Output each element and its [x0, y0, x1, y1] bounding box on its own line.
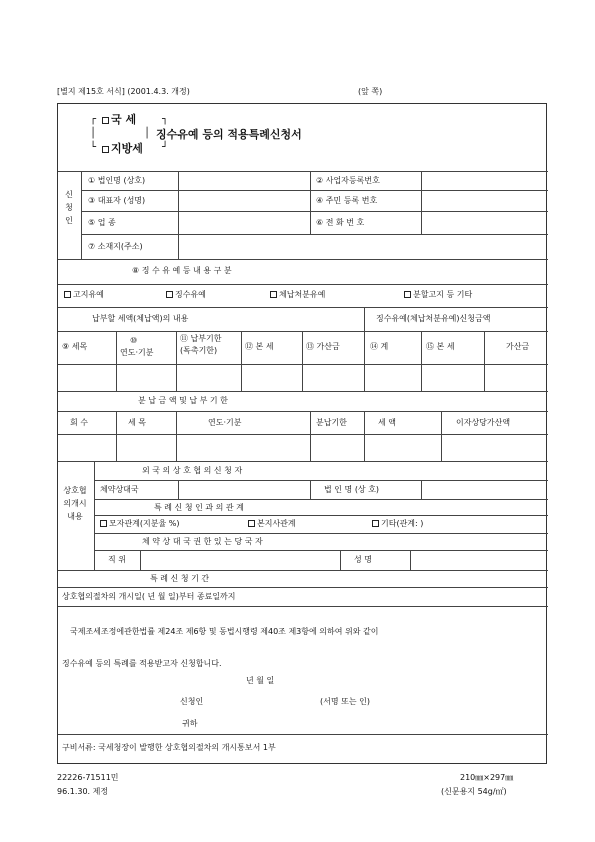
col-year: 연도·기분	[120, 348, 154, 357]
disposition-deferral-checkbox[interactable]	[270, 291, 277, 298]
inst-col-amount: 세 액	[378, 418, 396, 427]
form-title: 징수유예 등의 적용특례신청서	[156, 128, 302, 141]
inst-col-tax: 세 목	[128, 418, 146, 427]
title-bracket-top: ┌	[90, 114, 97, 125]
period-text: 상호협의절차의 개시일( 년 월 일)부터 종료일까지	[62, 592, 236, 601]
col-due-date: ⑪ 납부기한	[180, 334, 222, 343]
title-bracket-mid-right: │	[144, 128, 151, 139]
classification-title: ⑧ 징 수 유 예 등 내 용 구 분	[132, 266, 232, 275]
col-due-date-sub: (독촉기한)	[180, 346, 218, 355]
col-base-tax-request: ⑮ 본 세	[426, 342, 455, 351]
mutual-side-label: 상호협의개시내용	[63, 486, 87, 521]
tax-national-option[interactable]: 국 세	[102, 115, 136, 125]
resident-no-label: ④ 주민 등록 번호	[316, 196, 378, 205]
corp-name-label: ① 법인명 (상호)	[88, 176, 146, 185]
tax-local-option[interactable]: 지방세	[102, 144, 143, 154]
authority-title: 체 약 상 대 국 권 한 있 는 당 국 자	[142, 537, 263, 546]
biz-no-label: ② 사업자등록번호	[316, 176, 380, 185]
footer-date: 96.1.30. 제정	[57, 787, 109, 796]
relation-parent-checkbox[interactable]	[100, 520, 107, 527]
col-total: ⑭ 계	[370, 342, 389, 351]
option-disposition-deferral[interactable]: 체납처분유예	[270, 290, 325, 300]
application-form	[57, 103, 547, 764]
period-title: 특 례 신 청 기 간	[150, 574, 210, 583]
footer-paper: (신문용지 54g/㎡)	[441, 787, 507, 796]
rep-name-label: ③ 대표자 (성명)	[88, 196, 146, 205]
collection-deferral-checkbox[interactable]	[166, 291, 173, 298]
inst-col-count: 회 수	[70, 418, 88, 427]
col-year-number: ⑩	[130, 336, 138, 345]
treaty-country-label: 체약상대국	[100, 485, 139, 494]
col-additional-request: 가산금	[506, 342, 530, 351]
tax-national-checkbox[interactable]	[102, 117, 109, 124]
inst-col-year: 연도·기분	[208, 418, 242, 427]
name-label: 성 명	[354, 555, 372, 564]
installment-other-checkbox[interactable]	[404, 291, 411, 298]
declaration-date: 년 월 일	[246, 676, 275, 685]
foreign-corp-name-label: 법 인 명 (상 호)	[324, 485, 380, 494]
tax-local-checkbox[interactable]	[102, 146, 109, 153]
footer-code: 22226-71511민	[57, 773, 119, 782]
declaration-line1: 국제조세조정에관한법률 제24조 제6항 및 동법시행령 제40조 제3항에 의하여 위와 같이	[70, 627, 379, 636]
attachment-note: 구비서류: 국세청장이 발행한 상호협의절차의 개시통보서 1부	[62, 743, 276, 752]
applicant-side-label: 신청인	[65, 190, 73, 225]
installment-title: 분 납 금 액 및 납 부 기 한	[138, 396, 228, 405]
relation-parent-option[interactable]: 모자관계(지분율 %)	[100, 519, 179, 529]
position-label: 직 위	[108, 555, 126, 564]
page-side: (앞 쪽)	[358, 87, 383, 96]
title-bracket-mid-left: │	[90, 128, 97, 139]
title-bracket-bottom-right: ┘	[162, 142, 169, 153]
footer-size: 210㎜×297㎜	[460, 773, 514, 782]
signature-hint: (서명 또는 인)	[320, 697, 370, 706]
business-label: ⑤ 업 종	[88, 218, 116, 227]
title-bracket-bottom: └	[90, 142, 97, 153]
foreign-applicant-title: 외 국 의 상 호 협 의 신 청 자	[142, 466, 243, 475]
declaration-line2: 징수유예 등의 특례를 적용받고자 신청합니다.	[62, 659, 222, 668]
relation-other-checkbox[interactable]	[372, 520, 379, 527]
option-installment-other[interactable]: 분할고지 등 기타	[404, 290, 472, 300]
amounts-left-title: 납부할 세액(체납액)의 내용	[92, 314, 189, 323]
inst-col-due: 분납기한	[316, 418, 347, 427]
phone-label: ⑥ 전 화 번 호	[316, 218, 365, 227]
col-additional: ⑬ 가산금	[306, 342, 340, 351]
relation-title: 특 례 신 청 인 과 의 관 계	[154, 503, 244, 512]
inst-col-interest: 이자상당가산액	[456, 418, 511, 427]
relation-other-option[interactable]: 기타(관계: )	[372, 519, 423, 529]
option-collection-deferral[interactable]: 징수유예	[166, 290, 206, 300]
addressee: 귀하	[182, 719, 198, 728]
notice-deferral-checkbox[interactable]	[64, 291, 71, 298]
address-label: ⑦ 소재지(주소)	[88, 242, 143, 251]
relation-branch-checkbox[interactable]	[248, 520, 255, 527]
relation-branch-option[interactable]: 본지사관계	[248, 519, 296, 529]
title-bracket-top-right: ┐	[162, 114, 169, 125]
applicant-sign-label: 신청인	[180, 697, 204, 706]
col-tax-item: ⑨ 세목	[62, 342, 88, 351]
form-number: [별지 제15호 서식] (2001.4.3. 개정)	[57, 87, 190, 96]
amounts-right-title: 징수유예(체납처분유예)신청금액	[376, 314, 491, 323]
option-notice-deferral[interactable]: 고지유예	[64, 290, 104, 300]
col-base-tax: ⑫ 본 세	[245, 342, 274, 351]
